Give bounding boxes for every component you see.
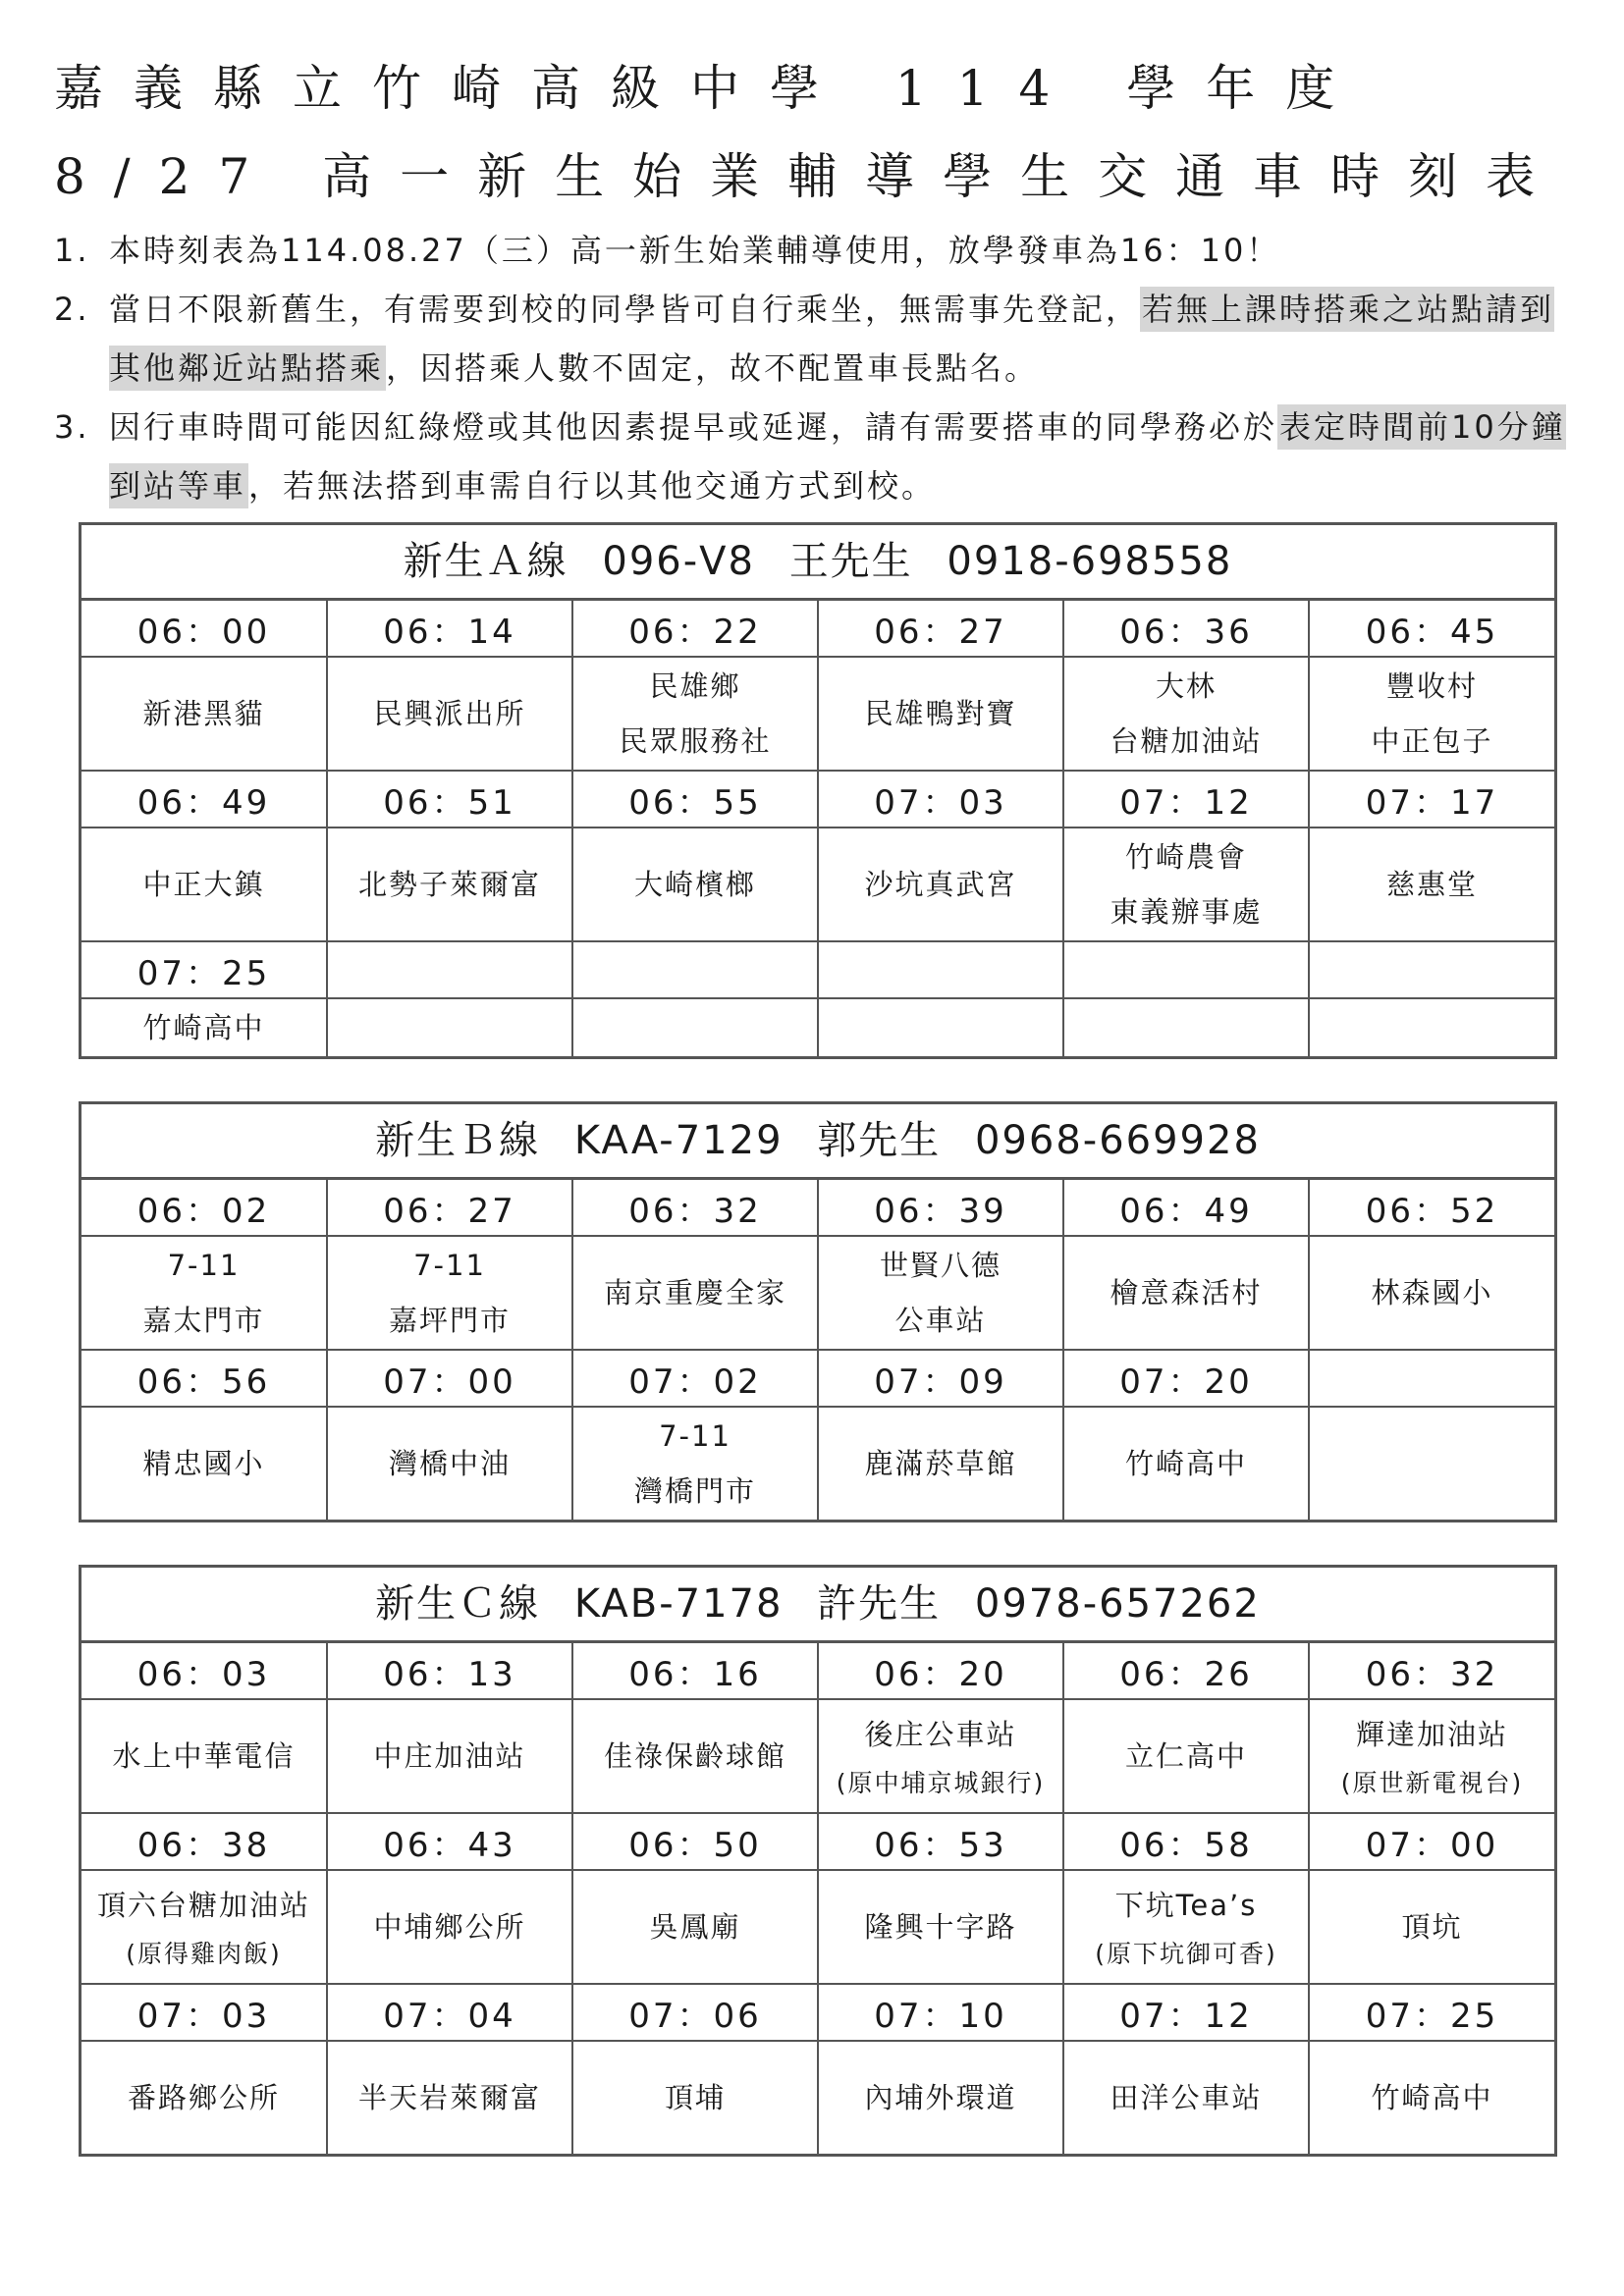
- departure-time: 07：25: [1309, 1984, 1554, 2041]
- stop-cell: [327, 657, 572, 771]
- departure-time: 06：26: [1063, 1643, 1309, 1699]
- time-row: [81, 1643, 1554, 1699]
- time-row: [81, 1180, 1554, 1236]
- stop-name: 竹崎高中: [1371, 2081, 1493, 2114]
- document-title-line-2: 8/27 高一新生始業輔導學生交通車時刻表: [54, 148, 1564, 205]
- stop-name: 竹崎農會: [1124, 840, 1247, 874]
- time-row: [81, 941, 1554, 998]
- stop-cell: [1309, 1236, 1554, 1350]
- departure-time: 06：36: [1063, 601, 1309, 657]
- stop-name: 慈惠堂: [1385, 868, 1478, 901]
- note-text: 本時刻表為114.08.27（三）高一新生始業輔導使用，放學發車為16：10！: [109, 232, 1281, 269]
- stop-cell: [1063, 828, 1309, 941]
- departure-time: 06：00: [81, 601, 327, 657]
- stop-cell: [572, 2041, 818, 2154]
- stop-name: 中埔鄉公所: [373, 1910, 526, 1944]
- stop-name: 南京重慶全家: [603, 1276, 786, 1309]
- departure-time: 07：00: [327, 1350, 572, 1407]
- stop-cell: [818, 998, 1063, 1056]
- route-driver: 許先生: [817, 1581, 942, 1627]
- stop-name: 民雄鄉: [649, 669, 741, 703]
- stop-name: 中正大鎮: [142, 868, 265, 901]
- stop-row: [81, 1870, 1554, 1984]
- schedule-grid: [81, 601, 1554, 1056]
- stop-name: 沙坑真武宮: [864, 868, 1017, 901]
- route-name: 新生Ｂ線: [375, 1118, 541, 1163]
- stop-name: 輝達加油站: [1355, 1718, 1508, 1751]
- departure-time: 07：04: [327, 1984, 572, 2041]
- stop-cell: [1063, 657, 1309, 771]
- stop-name: 民雄鴨對寶: [864, 697, 1017, 730]
- stop-name-line-2: 嘉太門市: [142, 1304, 265, 1337]
- schedule-grid: [81, 1643, 1554, 2154]
- departure-time: 06：20: [818, 1643, 1063, 1699]
- notes-list: [54, 221, 1586, 515]
- note-highlight: 表定時間前10分鐘到站等車: [109, 404, 1566, 508]
- stop-name-line-2: 灣橋門市: [633, 1474, 756, 1508]
- stop-name: 水上中華電信: [112, 1739, 296, 1773]
- note-text: 當日不限新舊生，有需要到校的同學皆可自行乘坐，無需事先登記，: [109, 291, 1141, 328]
- stop-name: 檜意森活村: [1110, 1276, 1263, 1309]
- stop-cell: [1309, 1407, 1554, 1520]
- stop-cell: [818, 1236, 1063, 1350]
- departure-time: 06：51: [327, 771, 572, 828]
- departure-time: 06：49: [1063, 1180, 1309, 1236]
- departure-time: 07：25: [81, 941, 327, 998]
- note-item: [54, 221, 1586, 280]
- stop-cell: [327, 1407, 572, 1520]
- stop-cell: [1309, 657, 1554, 771]
- departure-time: 07：06: [572, 1984, 818, 2041]
- route-phone: 0978-657262: [974, 1581, 1261, 1627]
- stop-cell: [818, 2041, 1063, 2154]
- stop-name: 大崎檳榔: [633, 868, 756, 901]
- stop-cell: [81, 1699, 327, 1813]
- note-text-tail: ，若無法搭到車需自行以其他交通方式到校。: [248, 467, 937, 505]
- stop-name: 隆興十字路: [864, 1910, 1017, 1944]
- time-row: [81, 1813, 1554, 1870]
- stop-name: 民興派出所: [373, 697, 526, 730]
- stop-cell: [818, 1870, 1063, 1984]
- stop-name: 中庄加油站: [373, 1739, 526, 1773]
- stop-cell: [818, 1407, 1063, 1520]
- stop-name: 精忠國小: [142, 1447, 265, 1480]
- document-title-line-1: 嘉義縣立竹崎高級中學 114 學年度: [54, 60, 1366, 117]
- note-item: [54, 280, 1586, 398]
- note-text-tail: ，因搭乘人數不固定，故不配置車長點名。: [386, 349, 1040, 387]
- departure-time: 06：58: [1063, 1813, 1309, 1870]
- departure-time: 07：03: [818, 771, 1063, 828]
- departure-time: 06：52: [1309, 1180, 1554, 1236]
- stop-cell: [81, 998, 327, 1056]
- departure-time: 06：14: [327, 601, 572, 657]
- stop-name: 頂六台糖加油站: [96, 1889, 310, 1922]
- route-name: 新生Ａ線: [403, 539, 568, 584]
- route-driver: 郭先生: [817, 1118, 942, 1163]
- stop-name: 大林: [1155, 669, 1217, 703]
- stop-name: 7-11: [659, 1419, 731, 1453]
- stop-name: 北勢子萊爾富: [357, 868, 541, 901]
- departure-time: 07：17: [1309, 771, 1554, 828]
- stop-cell: [572, 1699, 818, 1813]
- stop-name: 頂坑: [1401, 1910, 1463, 1944]
- departure-time: 07：12: [1063, 771, 1309, 828]
- stop-name-line-2: 民眾服務社: [619, 724, 772, 758]
- departure-time: 06：45: [1309, 601, 1554, 657]
- stop-cell: [1309, 998, 1554, 1056]
- departure-time: 06：38: [81, 1813, 327, 1870]
- stop-row: [81, 998, 1554, 1056]
- stop-name: 鹿滿菸草館: [864, 1447, 1017, 1480]
- note-number: 3.: [54, 408, 90, 446]
- stop-name: 立仁高中: [1124, 1739, 1247, 1773]
- stop-cell: [818, 1699, 1063, 1813]
- stop-name: 內埔外環道: [864, 2081, 1017, 2114]
- stop-cell: [572, 1407, 818, 1520]
- route-phone: 0968-669928: [974, 1118, 1261, 1163]
- departure-time: 07：10: [818, 1984, 1063, 2041]
- stop-name-line-2: 台糖加油站: [1110, 724, 1263, 758]
- stop-name: 竹崎高中: [1124, 1447, 1247, 1480]
- stop-name: 頂埔: [664, 2081, 726, 2114]
- stop-name: 半天岩萊爾富: [357, 2081, 541, 2114]
- departure-time: 06：56: [81, 1350, 327, 1407]
- stop-row: [81, 2041, 1554, 2154]
- stop-cell: [81, 1407, 327, 1520]
- stop-name: 番路鄉公所: [127, 2081, 280, 2114]
- departure-time: [1063, 941, 1309, 998]
- route-name: 新生Ｃ線: [375, 1581, 541, 1627]
- stop-cell: [572, 1236, 818, 1350]
- stop-cell: [1063, 1870, 1309, 1984]
- time-row: [81, 1984, 1554, 2041]
- departure-time: 06：32: [572, 1180, 818, 1236]
- route-b-table: [79, 1101, 1557, 1522]
- stop-cell: [327, 998, 572, 1056]
- route-header: [81, 525, 1554, 601]
- note-text: 因行車時間可能因紅綠燈或其他因素提早或延遲，請有需要搭車的同學務必於: [109, 408, 1278, 446]
- stop-cell: [327, 1236, 572, 1350]
- stop-cell: [1063, 998, 1309, 1056]
- route-header: [81, 1104, 1554, 1180]
- stop-row: [81, 1699, 1554, 1813]
- stop-name-line-2: (原得雞肉飯): [126, 1940, 282, 1968]
- stop-cell: [81, 828, 327, 941]
- stop-cell: [1309, 828, 1554, 941]
- stop-cell: [81, 2041, 327, 2154]
- note-number: 2.: [54, 291, 90, 328]
- stop-name: 田洋公車站: [1110, 2081, 1263, 2114]
- departure-time: 07：02: [572, 1350, 818, 1407]
- stop-cell: [327, 1699, 572, 1813]
- stop-name: 佳祿保齡球館: [603, 1739, 786, 1773]
- departure-time: 06：27: [818, 601, 1063, 657]
- departure-time: 06：27: [327, 1180, 572, 1236]
- departure-time: 06：16: [572, 1643, 818, 1699]
- note-item: [54, 398, 1586, 515]
- stop-cell: [1063, 1699, 1309, 1813]
- stop-cell: [81, 1870, 327, 1984]
- stop-name-line-2: (原中埔京城銀行): [836, 1769, 1046, 1797]
- stop-cell: [81, 1236, 327, 1350]
- stop-cell: [327, 2041, 572, 2154]
- stop-name-line-2: 東義辦事處: [1110, 895, 1263, 929]
- departure-time: 06：32: [1309, 1643, 1554, 1699]
- departure-time: 07：00: [1309, 1813, 1554, 1870]
- stop-cell: [572, 657, 818, 771]
- departure-time: 06：22: [572, 601, 818, 657]
- departure-time: [572, 941, 818, 998]
- departure-time: 07：12: [1063, 1984, 1309, 2041]
- departure-time: 07：20: [1063, 1350, 1309, 1407]
- stop-row: [81, 828, 1554, 941]
- route-plate: 096-V8: [602, 539, 755, 584]
- stop-name: 新港黑貓: [142, 697, 265, 730]
- departure-time: 06：53: [818, 1813, 1063, 1870]
- note-number: 1.: [54, 232, 90, 269]
- stop-cell: [572, 828, 818, 941]
- route-plate: KAB-7178: [573, 1581, 784, 1627]
- departure-time: 07：09: [818, 1350, 1063, 1407]
- departure-time: 06：43: [327, 1813, 572, 1870]
- departure-time: 06：03: [81, 1643, 327, 1699]
- stop-row: [81, 1236, 1554, 1350]
- stop-name-line-2: (原世新電視台): [1340, 1769, 1524, 1797]
- route-phone: 0918-698558: [947, 539, 1233, 584]
- stop-cell: [1309, 1870, 1554, 1984]
- time-row: [81, 601, 1554, 657]
- departure-time: 06：55: [572, 771, 818, 828]
- stop-name-line-2: (原下坑御可香): [1095, 1940, 1277, 1968]
- stop-cell: [81, 657, 327, 771]
- stop-name: 吳鳳廟: [649, 1910, 741, 1944]
- route-header: [81, 1568, 1554, 1643]
- departure-time: [327, 941, 572, 998]
- stop-cell: [1063, 1407, 1309, 1520]
- stop-cell: [327, 1870, 572, 1984]
- stop-cell: [327, 828, 572, 941]
- stop-cell: [1309, 1699, 1554, 1813]
- schedule-grid: [81, 1180, 1554, 1520]
- stop-cell: [1309, 2041, 1554, 2154]
- stop-cell: [1063, 2041, 1309, 2154]
- departure-time: 06：02: [81, 1180, 327, 1236]
- departure-time: 06：50: [572, 1813, 818, 1870]
- stop-row: [81, 1407, 1554, 1520]
- departure-time: [818, 941, 1063, 998]
- stop-name: 灣橋中油: [388, 1447, 511, 1480]
- stop-cell: [572, 1870, 818, 1984]
- departure-time: [1309, 1350, 1554, 1407]
- stop-name: 世賢八德: [879, 1249, 1001, 1282]
- stop-name: 7-11: [413, 1249, 486, 1282]
- stop-name: 豐收村: [1385, 669, 1478, 703]
- stop-name: 後庄公車站: [864, 1718, 1017, 1751]
- departure-time: 07：03: [81, 1984, 327, 2041]
- stop-cell: [572, 998, 818, 1056]
- departure-time: [1309, 941, 1554, 998]
- route-a-table: [79, 522, 1557, 1059]
- time-row: [81, 771, 1554, 828]
- route-c-table: [79, 1565, 1557, 2157]
- stop-name-line-2: 公車站: [894, 1304, 987, 1337]
- stop-row: [81, 657, 1554, 771]
- note-highlight: 若無上課時搭乘之站點請到其他鄰近站點搭乘: [109, 287, 1554, 391]
- departure-time: 06：13: [327, 1643, 572, 1699]
- stop-name-line-2: 中正包子: [1371, 724, 1493, 758]
- stop-name: 下坑Tea’s: [1114, 1889, 1258, 1922]
- departure-time: 06：39: [818, 1180, 1063, 1236]
- stop-name: 林森國小: [1371, 1276, 1493, 1309]
- stop-cell: [818, 828, 1063, 941]
- route-plate: KAA-7129: [573, 1118, 784, 1163]
- stop-cell: [1063, 1236, 1309, 1350]
- stop-cell: [818, 657, 1063, 771]
- stop-name: 7-11: [167, 1249, 241, 1282]
- time-row: [81, 1350, 1554, 1407]
- stop-name-line-2: 嘉坪門市: [388, 1304, 511, 1337]
- route-driver: 王先生: [788, 539, 913, 584]
- stop-name: 竹崎高中: [142, 1011, 265, 1044]
- departure-time: 06：49: [81, 771, 327, 828]
